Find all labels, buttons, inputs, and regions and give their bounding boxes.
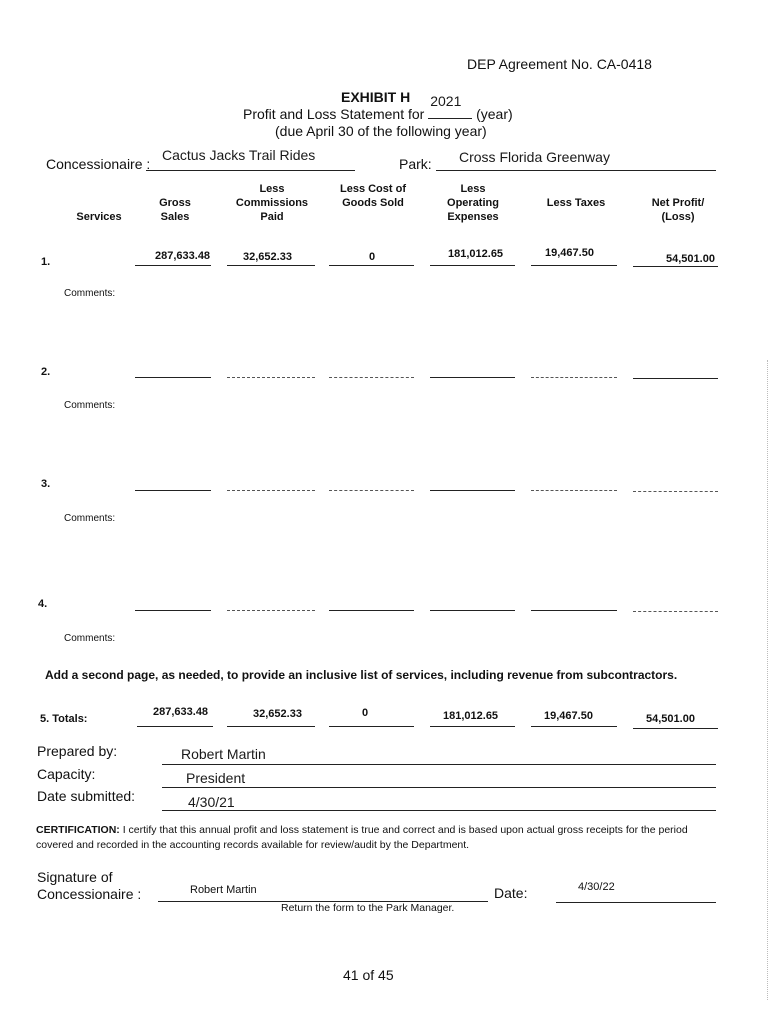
row-taxes: 19,467.50 (545, 247, 594, 259)
row1-cogs-line (329, 265, 414, 266)
row1-gross-line (135, 265, 211, 266)
col-gross: Gross Sales (159, 197, 191, 223)
totals-tax-line (531, 726, 617, 727)
row-commissions: 32,652.33 (243, 251, 292, 263)
totals-commissions: 32,652.33 (253, 708, 302, 720)
row-number: 4. (38, 598, 48, 610)
row4-gross-line (135, 610, 211, 611)
row3-tax-line (531, 490, 617, 491)
row3-comm-line (227, 490, 315, 491)
signature-date-label: Date: (494, 885, 528, 901)
row-number: 3. (41, 478, 51, 490)
row2-gross-line (135, 377, 211, 378)
totals-comm-line (227, 726, 315, 727)
comments-label: Comments: (64, 633, 116, 644)
capacity-label: Capacity: (37, 766, 96, 782)
signature-date-line (556, 902, 716, 903)
row1-net-line (633, 266, 718, 267)
row4-comm-line (227, 610, 315, 611)
return-note: Return the form to the Park Manager. (281, 902, 455, 914)
second-page-note: Add a second page, as needed, to provide an inclusive list of services, including revenue from subcontractors. (45, 668, 678, 682)
certification-lead: CERTIFICATION: (36, 824, 120, 836)
row1-tax-line (531, 265, 617, 266)
col-net: Net Profit/ (Loss) (651, 197, 705, 223)
totals-oper-line (430, 726, 515, 727)
capacity-line (162, 787, 716, 788)
row2-oper-line (430, 377, 515, 378)
row2-cogs-line (329, 377, 414, 378)
date-submitted-value: 4/30/21 (188, 794, 235, 810)
prepared-by-label: Prepared by: (37, 743, 118, 759)
col-commissions: Less Commissions Paid (235, 183, 309, 223)
due-note: (due April 30 of the following year) (275, 123, 487, 139)
row4-oper-line (430, 610, 515, 611)
row1-comm-line (227, 265, 315, 266)
scan-edge (767, 360, 768, 1000)
row-number: 2. (41, 366, 51, 378)
concessionaire-line (146, 170, 355, 171)
park-label: Park: (399, 156, 432, 172)
row3-net-line (633, 491, 718, 492)
row2-tax-line (531, 377, 617, 378)
signature-value: Robert Martin (190, 884, 257, 896)
col-taxes: Less Taxes (546, 197, 606, 209)
statement-title-suffix: (year) (476, 106, 513, 122)
totals-cogs-line (329, 726, 414, 727)
row-gross: 287,633.48 (155, 250, 211, 262)
signature-date-value: 4/30/22 (578, 881, 615, 893)
row1-oper-line (430, 265, 515, 266)
park-line (436, 170, 716, 171)
row-cogs: 0 (369, 251, 376, 263)
page-number: 41 of 45 (343, 967, 394, 983)
concessionaire-label: Concessionaire : (46, 156, 151, 172)
signature-label-line1: Signature of (37, 869, 113, 885)
exhibit-title: EXHIBIT H (341, 89, 411, 105)
comments-label: Comments: (64, 513, 116, 524)
year-field (428, 93, 472, 119)
totals-taxes: 19,467.50 (544, 710, 593, 722)
totals-cogs: 0 (362, 707, 369, 719)
col-cogs: Less Cost of Goods Sold (339, 183, 406, 209)
concessionaire-value: Cactus Jacks Trail Rides (162, 147, 316, 163)
col-services: Services (76, 211, 122, 223)
comments-label: Comments: (64, 288, 116, 299)
row-operating: 181,012.65 (448, 248, 504, 260)
row4-net-line (633, 611, 718, 612)
totals-operating: 181,012.65 (443, 710, 499, 722)
row3-cogs-line (329, 490, 414, 491)
statement-title-prefix: Profit and Loss Statement for (243, 106, 425, 122)
row4-tax-line (531, 610, 617, 611)
capacity-value: President (186, 770, 246, 786)
prepared-by-value: Robert Martin (181, 746, 266, 762)
row2-net-line (633, 378, 718, 379)
date-submitted-label: Date submitted: (37, 788, 136, 804)
prepared-by-line (162, 764, 716, 765)
totals-net: 54,501.00 (646, 713, 695, 725)
row3-gross-line (135, 490, 211, 491)
certification-text: I certify that this annual profit and loss statement is true and correct and is based upon actual gross receipts for the period covered and recorded in the accounting records available for review/audit by the Department. (36, 824, 688, 851)
totals-label: 5. Totals: (40, 713, 88, 725)
comments-label: Comments: (64, 400, 116, 411)
year-value: 2021 (430, 93, 462, 109)
row-net: 54,501.00 (666, 253, 715, 265)
agreement-number: DEP Agreement No. CA-0418 (467, 56, 652, 72)
totals-gross-line (137, 726, 213, 727)
certification (36, 823, 716, 853)
date-submitted-line (162, 810, 716, 811)
signature-label-line2: Concessionaire : (37, 886, 142, 902)
row3-oper-line (430, 490, 515, 491)
totals-net-line (633, 728, 718, 729)
park-value: Cross Florida Greenway (459, 149, 610, 165)
row4-cogs-line (329, 610, 414, 611)
row2-comm-line (227, 377, 315, 378)
row-number: 1. (41, 256, 51, 268)
totals-gross: 287,633.48 (153, 706, 209, 718)
col-operating: Less Operating Expenses (447, 183, 499, 223)
